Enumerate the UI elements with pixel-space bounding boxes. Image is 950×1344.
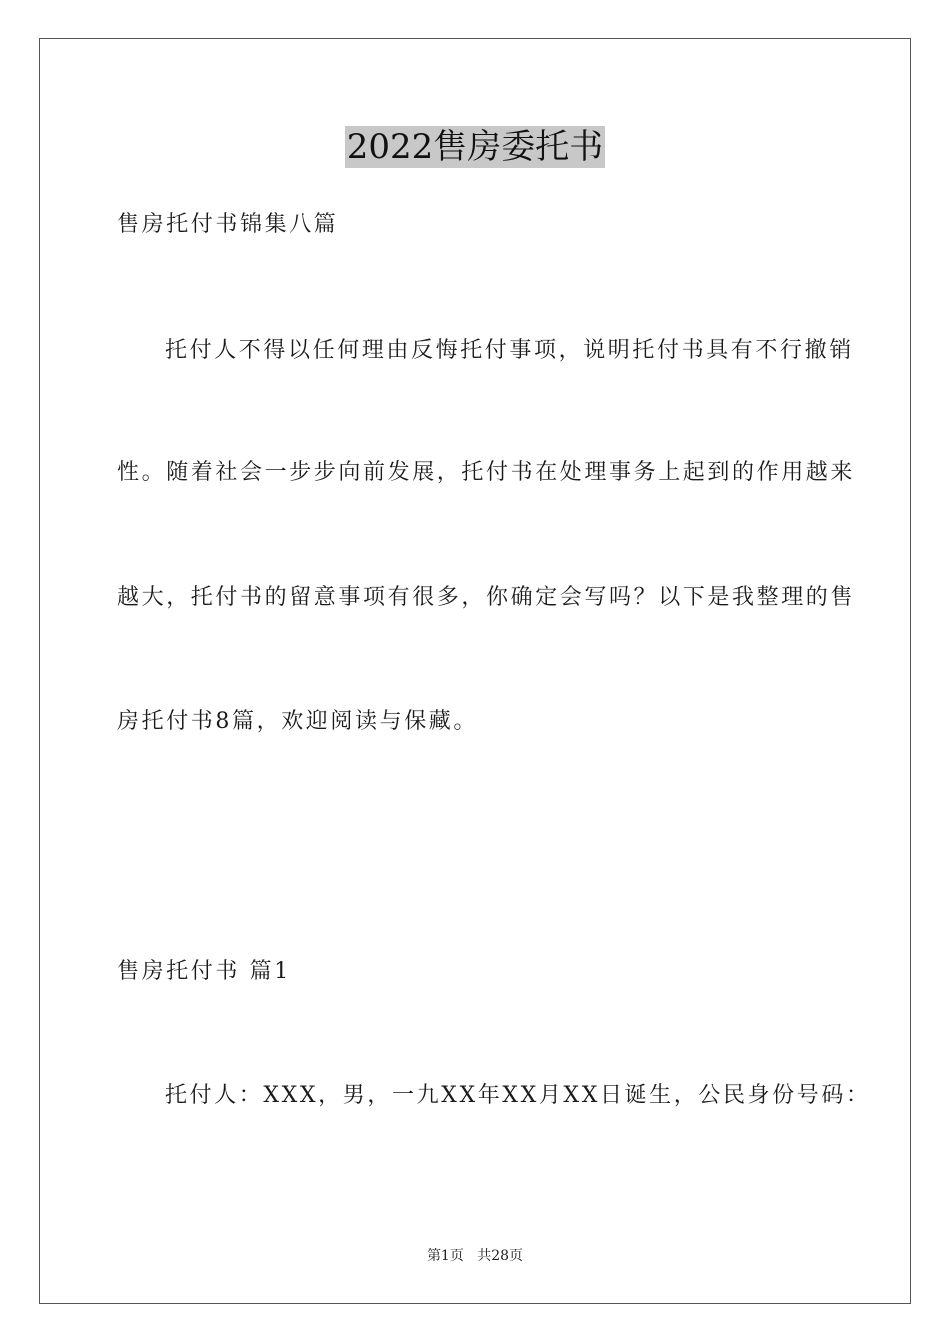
section-heading: 售房托付书 篇1 (117, 959, 291, 984)
intro-paragraph-line: 房托付书8篇，欢迎阅读与保藏。 (117, 709, 478, 734)
document-subtitle: 售房托付书锦集八篇 (117, 212, 339, 237)
document-title: 2022售房委托书 (346, 127, 604, 167)
section-paragraph-line: 托付人：XXX，男，一九XX年XX月XX日诞生，公民身份号码： (165, 1083, 871, 1108)
intro-paragraph-line: 性。随着社会一步步向前发展，托付书在处理事务上起到的作用越来 (117, 460, 856, 485)
intro-paragraph-line: 托付人不得以任何理由反悔托付事项，说明托付书具有不行撤销 (165, 338, 854, 363)
page-number: 第1页 (426, 1248, 464, 1264)
page-footer (0, 1246, 950, 1266)
title-container (0, 126, 950, 168)
page-total: 共28页 (477, 1248, 524, 1264)
intro-paragraph-line: 越大，托付书的留意事项有很多，你确定会写吗？以下是我整理的售 (117, 585, 856, 610)
